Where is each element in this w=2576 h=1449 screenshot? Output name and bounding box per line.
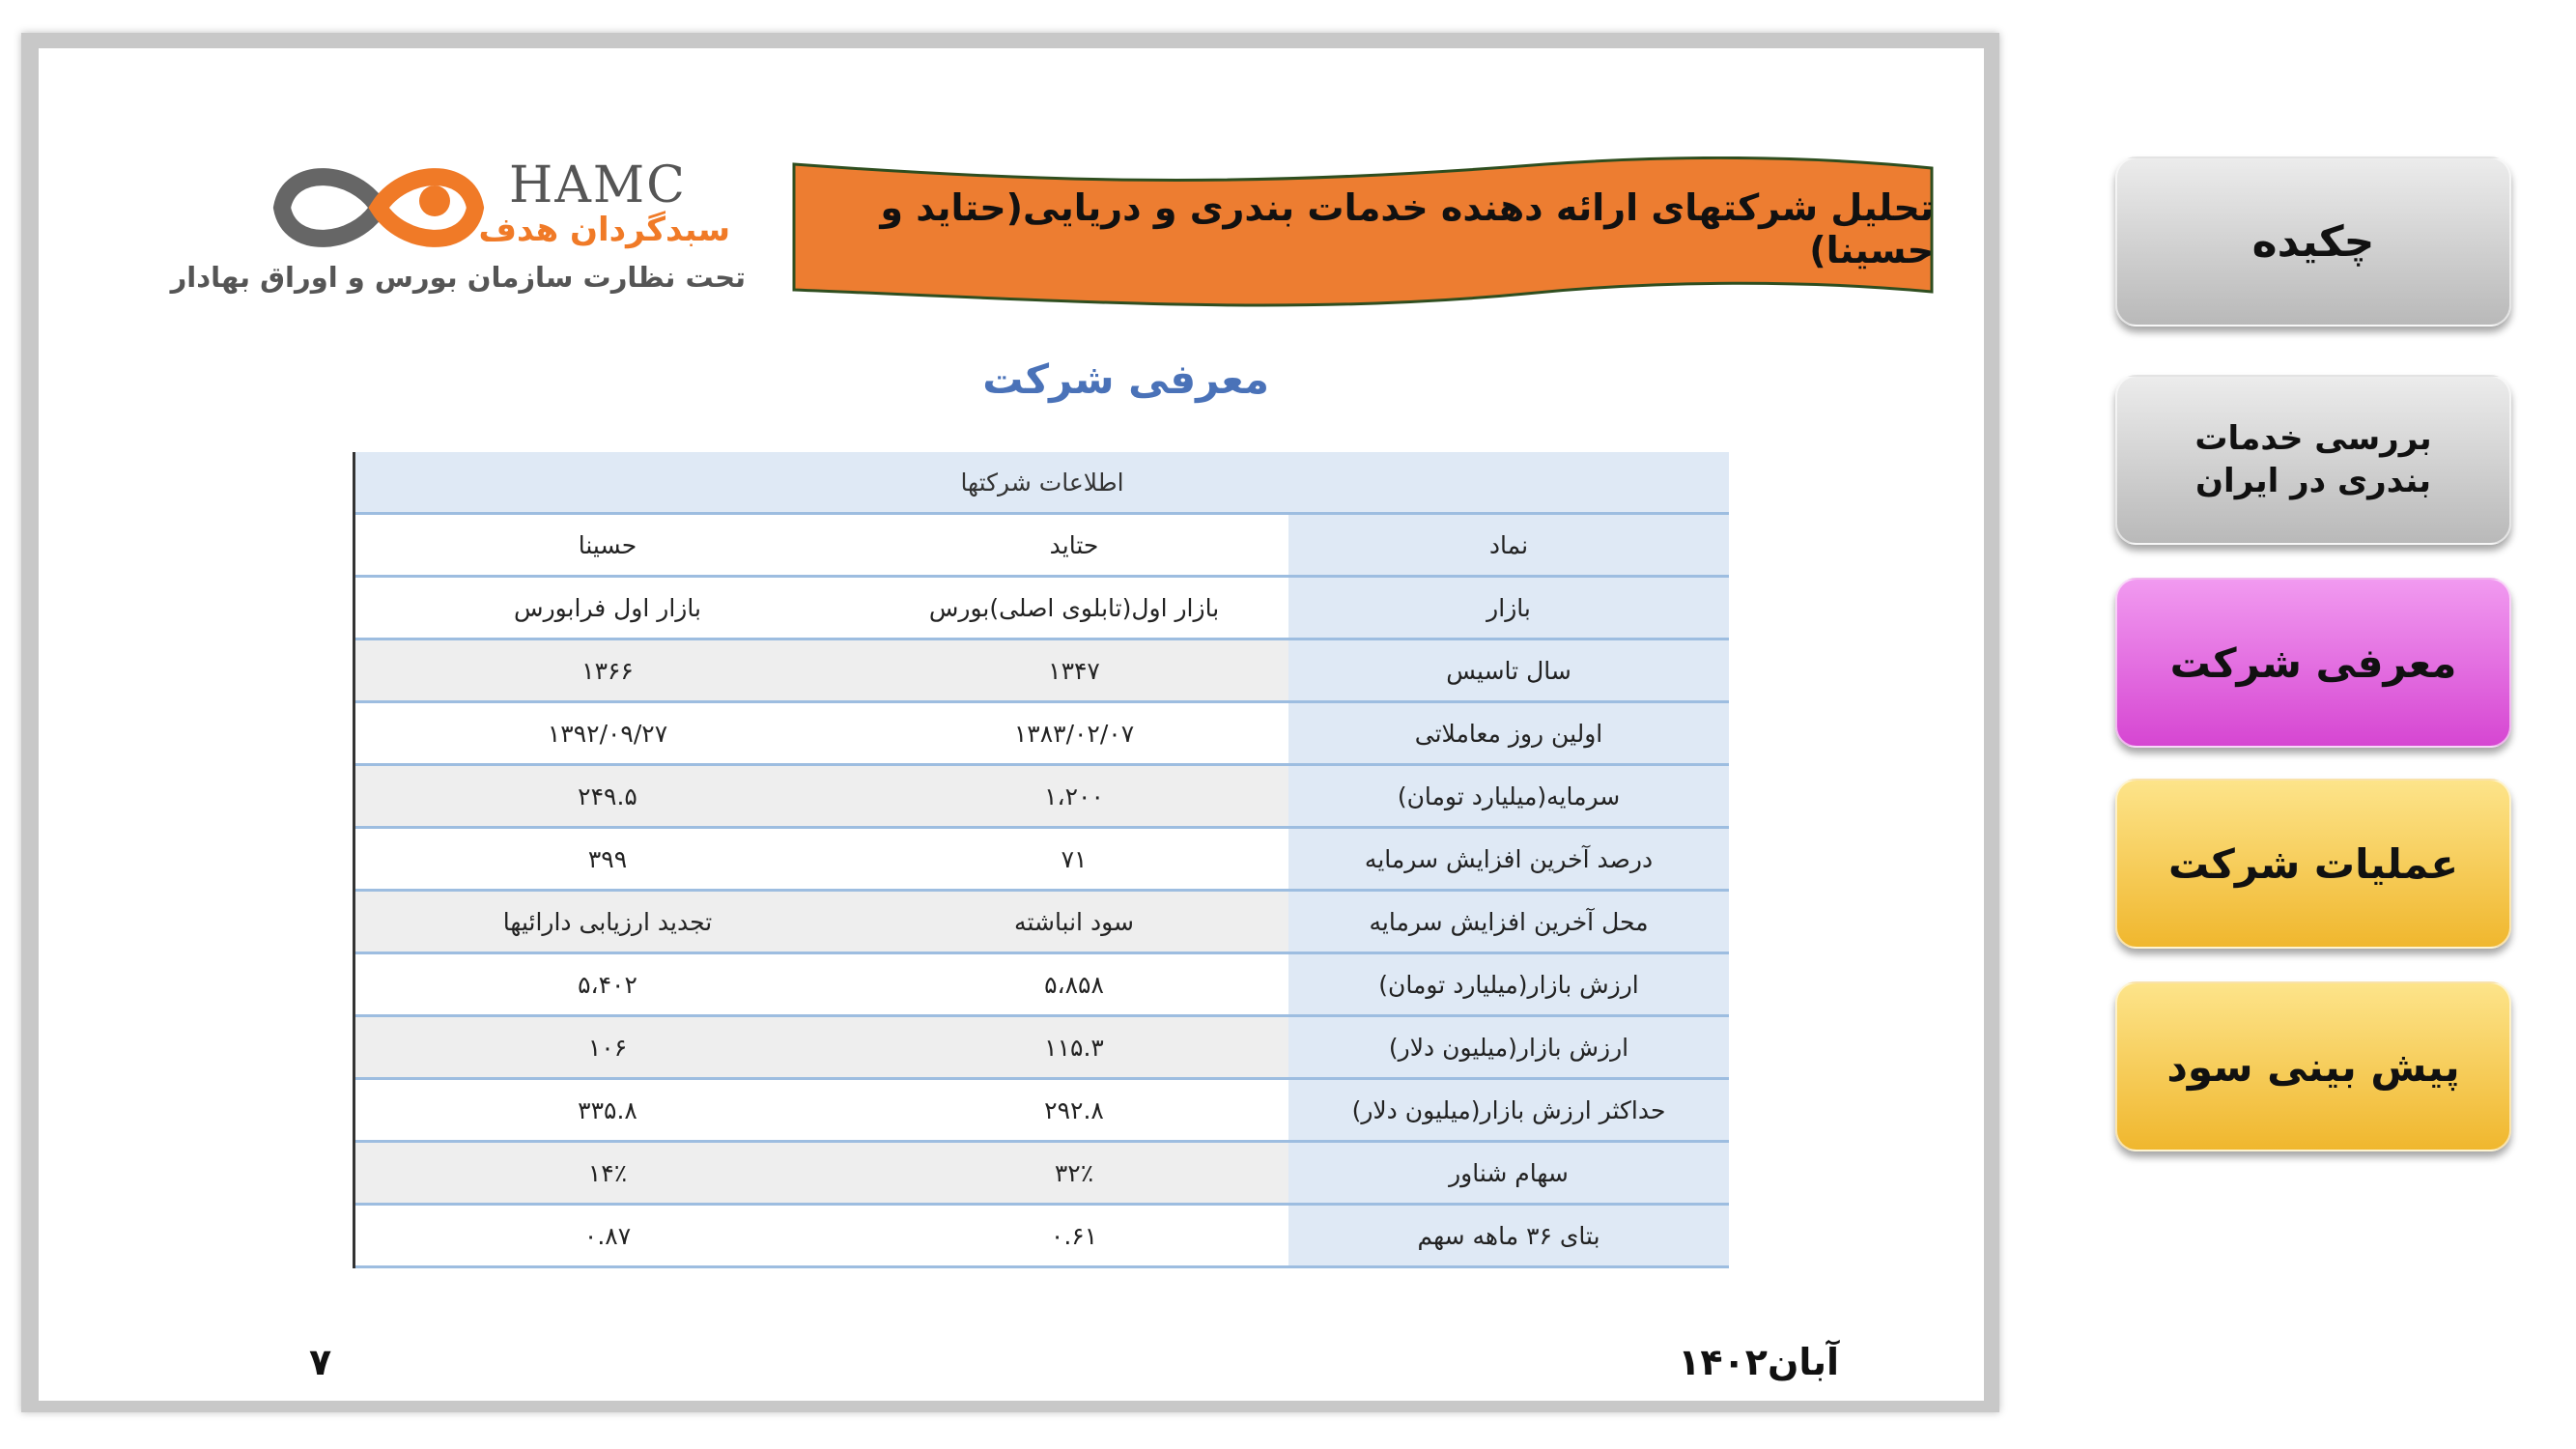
cell-husina: ۵،۴۰۲ bbox=[578, 970, 637, 999]
table-row bbox=[355, 1143, 1729, 1206]
cell-husina: ۰.۸۷ bbox=[583, 1221, 632, 1250]
logo-name: HAMC bbox=[509, 156, 687, 214]
table-row bbox=[355, 1017, 1729, 1080]
table-header: اطلاعات شرکتها bbox=[355, 452, 1729, 515]
cell-hatayed: ۲۹۲.۸ bbox=[1044, 1095, 1104, 1124]
table-row bbox=[355, 578, 1729, 640]
cell-husina: حسینا bbox=[578, 530, 637, 559]
nav-button-profit-forecast[interactable]: پیش بینی سود bbox=[2115, 981, 2511, 1151]
cell-hatayed: ۱،۲۰۰ bbox=[860, 766, 1288, 826]
cell-hatayed: ۵،۸۵۸ bbox=[1044, 970, 1104, 999]
cell-husina: ۲۴۹.۵ bbox=[355, 766, 860, 826]
cell-husina: ۱۰۶ bbox=[355, 1017, 860, 1077]
cell-husina: تجدید ارزیابی دارائیها bbox=[355, 892, 860, 952]
cell-label: سرمایه(میلیارد تومان) bbox=[1288, 766, 1729, 826]
cell-label: اولین روز معاملاتی bbox=[1288, 703, 1729, 763]
banner-title: تحلیل شرکتهای ارائه دهنده خدمات بندری و دریایی(حتاید و حسینا) bbox=[880, 186, 1934, 271]
table-row bbox=[355, 640, 1729, 703]
hamc-logo bbox=[170, 155, 746, 299]
cell-hatayed: ۰.۶۱ bbox=[1050, 1221, 1098, 1250]
table-row bbox=[355, 1080, 1729, 1143]
table-row bbox=[355, 954, 1729, 1017]
nav-button-company-intro[interactable]: معرفی شرکت bbox=[2115, 578, 2511, 748]
table-row bbox=[355, 829, 1729, 892]
cell-hatayed: حتاید bbox=[1049, 530, 1099, 559]
nav-button-port-services-review[interactable]: بررسی خدمات بندری در ایران bbox=[2115, 375, 2511, 545]
cell-husina: ۳۹۹ bbox=[587, 844, 628, 873]
company-info-table bbox=[353, 452, 1729, 1268]
cell-hatayed: سود انباشته bbox=[860, 892, 1288, 952]
cell-husina: ۱۳۹۲/۰۹/۲۷ bbox=[547, 719, 668, 748]
cell-label: ارزش بازار(میلیارد تومان) bbox=[1288, 954, 1729, 1014]
section-title: معرفی شرکت bbox=[982, 355, 1269, 403]
title-banner bbox=[792, 156, 1934, 311]
cell-hatayed: ۱۱۵.۳ bbox=[860, 1017, 1288, 1077]
cell-hatayed: ۳۲٪ bbox=[860, 1143, 1288, 1203]
cell-husina: ۱۳۶۶ bbox=[355, 640, 860, 700]
table-row bbox=[355, 892, 1729, 954]
table-row bbox=[355, 1206, 1729, 1268]
cell-hatayed: ۷۱ bbox=[1061, 844, 1088, 873]
cell-label: محل آخرین افزایش سرمایه bbox=[1288, 892, 1729, 952]
cell-label: سهام شناور bbox=[1288, 1143, 1729, 1203]
slide-page bbox=[39, 48, 1984, 1401]
table-row bbox=[355, 515, 1729, 578]
cell-label: حداکثر ارزش بازار(میلیون دلار) bbox=[1288, 1080, 1729, 1140]
cell-husina: ۳۳۵.۸ bbox=[578, 1095, 637, 1124]
cell-label: بتای ۳۶ ماهه سهم bbox=[1288, 1206, 1729, 1265]
footer-date: آبان۱۴۰۲ bbox=[1678, 1341, 1839, 1383]
nav-button-summary[interactable]: چکیده bbox=[2115, 156, 2511, 327]
cell-label: درصد آخرین افزایش سرمایه bbox=[1288, 829, 1729, 889]
nav-button-company-operations[interactable]: عملیات شرکت bbox=[2115, 779, 2511, 949]
cell-label: ارزش بازار(میلیون دلار) bbox=[1288, 1017, 1729, 1077]
logo-subtitle: تحت نظارت سازمان بورس و اوراق بهادار bbox=[170, 261, 746, 294]
page-number: ۷ bbox=[309, 1341, 332, 1383]
table-row bbox=[355, 703, 1729, 766]
cell-hatayed: ۱۳۸۳/۰۲/۰۷ bbox=[1013, 719, 1135, 748]
cell-hatayed: ۱۳۴۷ bbox=[860, 640, 1288, 700]
cell-husina: بازار اول فرابورس bbox=[514, 593, 701, 622]
infinity-logo-icon bbox=[263, 155, 495, 261]
cell-husina: ۱۴٪ bbox=[355, 1143, 860, 1203]
cell-hatayed: بازار اول(تابلوی اصلی)بورس bbox=[928, 593, 1220, 622]
cell-label: بازار bbox=[1288, 578, 1729, 638]
logo-name-fa: سبدگردان هدف bbox=[478, 211, 730, 249]
cell-label: سال تاسیس bbox=[1288, 640, 1729, 700]
cell-label: نماد bbox=[1288, 515, 1729, 575]
table-row bbox=[355, 766, 1729, 829]
